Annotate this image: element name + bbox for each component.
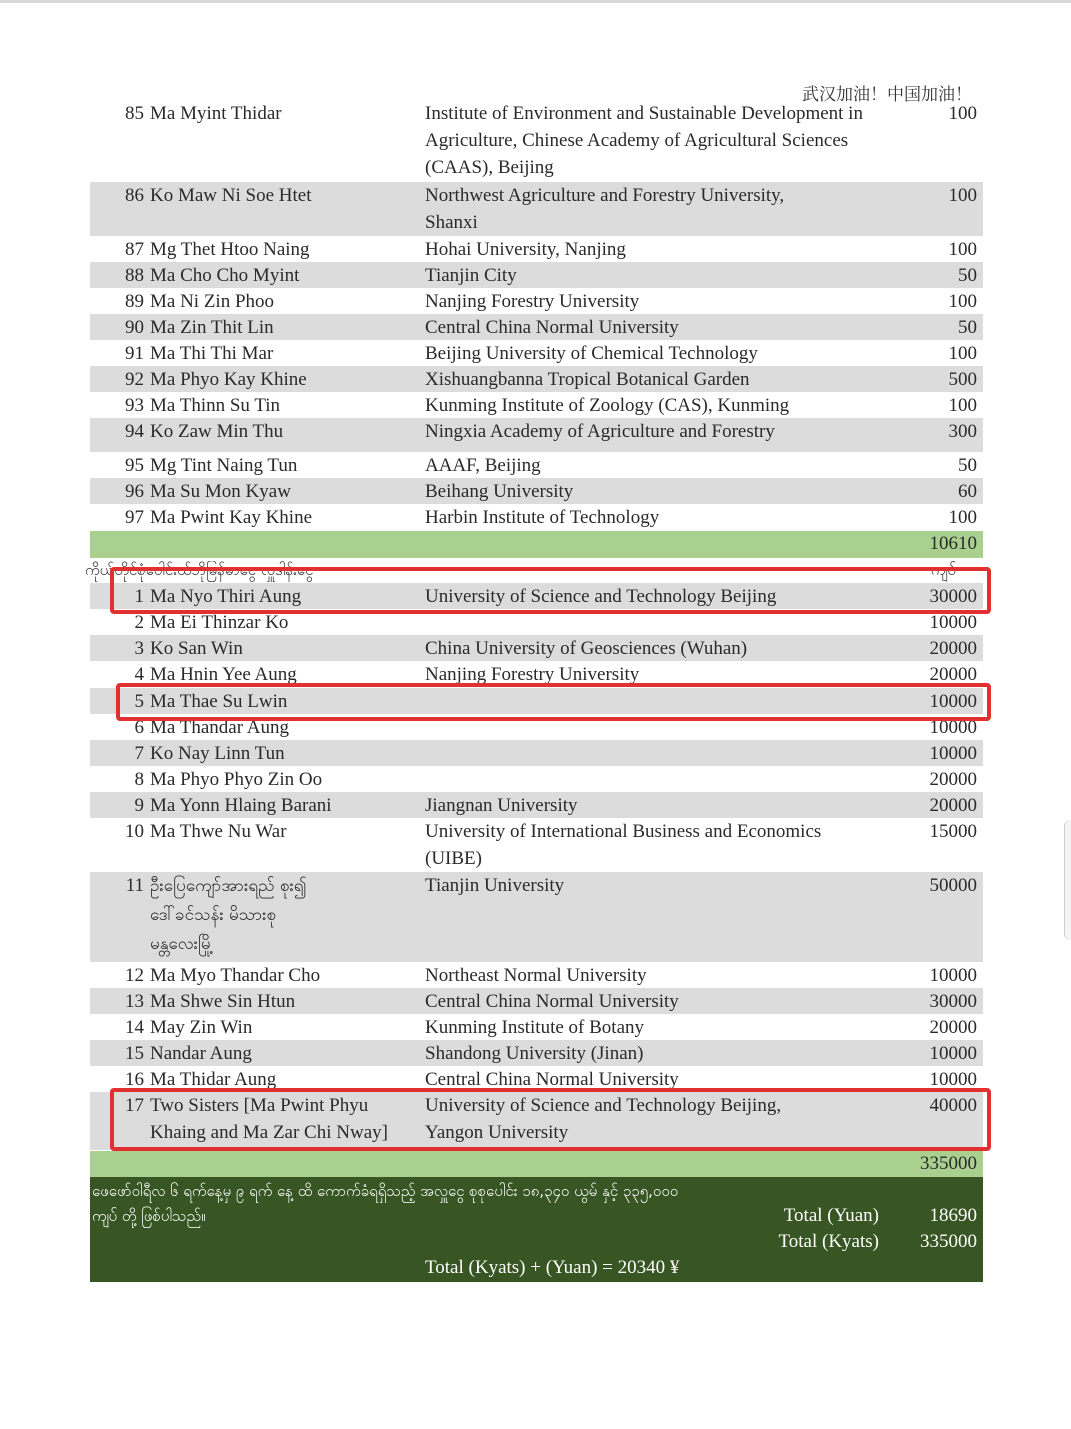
donor-name: Ma Thidar Aung [150, 1069, 277, 1090]
row-number: 9 [134, 795, 144, 816]
institution: Jiangnan University [425, 795, 578, 816]
row-number: 91 [125, 343, 144, 364]
table-row [90, 340, 983, 366]
institution: Xishuangbanna Tropical Botanical Garden [425, 369, 750, 390]
institution: University of Science and Technology Beijing, Yangon University [425, 1095, 782, 1143]
institution: Tianjin City [425, 265, 517, 286]
row-number: 92 [125, 369, 144, 390]
row-number: 16 [125, 1069, 144, 1090]
row-number: 2 [134, 612, 144, 633]
amount: 30000 [929, 991, 977, 1012]
table-row [90, 1040, 983, 1066]
table-row [90, 418, 983, 452]
donor-name: Nandar Aung [150, 1043, 252, 1064]
donor-name: Two Sisters [Ma Pwint Phyu Khaing and Ma Zar Chi Nway] [150, 1095, 388, 1143]
row-number: 94 [125, 421, 144, 442]
donor-name: Ma Nyo Thiri Aung [150, 586, 302, 607]
amount: 100 [948, 239, 977, 260]
institution: Kunming Institute of Zoology (CAS), Kunming [425, 395, 790, 416]
amount: 100 [948, 185, 977, 206]
summary-note: ဖေဖော်ဝါရီလ ၆ ရက်နေ့မှ ၉ ရက် နေ့ ထိ ကောက်ခံရရှိသည့် အလှူငွေ စုစုပေါင်း ၁၈,၃၄၀ ယွမ် နှင့် ၃၃၅,၀၀၀ ကျပ် တို့ ဖြစ်ပါသည်။ [92, 1182, 679, 1225]
row-number: 13 [125, 991, 144, 1012]
table-row [90, 818, 983, 872]
table-row [90, 872, 983, 962]
donor-name: Ma Pwint Kay Khine [150, 507, 313, 528]
institution: Nanjing Forestry University [425, 291, 640, 312]
donor-name: Ma Thae Su Lwin [150, 691, 288, 712]
institution: Northwest Agriculture and Forestry University, Shanxi [425, 185, 785, 233]
amount: 20000 [929, 1017, 977, 1038]
institution: Institute of Environment and Sustainable Development in Agriculture, Chinese Academy of Agricultural Sciences (CAAS), Beijing [425, 103, 863, 178]
donor-name: Ma Thandar Aung [150, 717, 289, 738]
amount: 50 [958, 265, 977, 286]
row-number: 90 [125, 317, 144, 338]
amount: 10000 [929, 612, 977, 633]
donor-name: May Zin Win [150, 1017, 253, 1038]
donor-name: Ma Myo Thandar Cho [150, 965, 321, 986]
table-row [90, 288, 983, 314]
amount: 10000 [929, 1043, 977, 1064]
institution: AAAF, Beijing [425, 455, 541, 476]
amount: 20000 [929, 664, 977, 685]
total-kyats-label: Total (Kyats) [778, 1231, 879, 1252]
institution: Central China Normal University [425, 317, 679, 338]
table-row [90, 314, 983, 340]
row-number: 1 [134, 586, 144, 607]
row-number: 87 [125, 239, 144, 260]
row-number: 93 [125, 395, 144, 416]
donor-name: Ko Maw Ni Soe Htet [150, 185, 312, 206]
donor-name: Ma Phyo Phyo Zin Oo [150, 769, 323, 790]
row-number: 88 [125, 265, 144, 286]
table-row [90, 988, 983, 1014]
row-number: 97 [125, 507, 144, 528]
institution: Beihang University [425, 481, 574, 502]
amount: 15000 [929, 821, 977, 842]
amount: 50 [958, 317, 977, 338]
row-number: 12 [125, 965, 144, 986]
institution: Central China Normal University [425, 991, 679, 1012]
amount: 10000 [929, 965, 977, 986]
amount: 100 [948, 395, 977, 416]
row-number: 85 [125, 103, 144, 124]
donor-name: Mg Thet Htoo Naing [150, 239, 310, 260]
donor-name: Ko Zaw Min Thu [150, 421, 284, 442]
currency-unit: ကျပ် [930, 561, 956, 579]
row-number: 10 [125, 821, 144, 842]
amount: 10000 [929, 743, 977, 764]
row-number: 4 [134, 664, 144, 685]
row-number: 95 [125, 455, 144, 476]
institution: Central China Normal University [425, 1069, 679, 1090]
row-number: 89 [125, 291, 144, 312]
subtotal-row [90, 1151, 983, 1177]
donor-name: Ma Shwe Sin Htun [150, 991, 296, 1012]
amount: 100 [948, 291, 977, 312]
donor-name: Mg Tint Naing Tun [150, 455, 298, 476]
row-number: 14 [125, 1017, 144, 1038]
row-number: 8 [134, 769, 144, 790]
amount: 100 [948, 507, 977, 528]
institution: Shandong University (Jinan) [425, 1043, 644, 1064]
row-number: 15 [125, 1043, 144, 1064]
donor-name: ဦးပြေကျော်အားရည် စုး၍ ဒေါ်ခင်သန်း မိသားစု မန္တလေးမြို့ [150, 876, 307, 954]
highlight-box [116, 683, 991, 721]
donor-name: Ma Yonn Hlaing Barani [150, 795, 332, 816]
institution: University of International Business and Economics (UIBE) [425, 821, 822, 869]
subtotal-amount: 335000 [920, 1153, 977, 1174]
scroll-edge-handle[interactable] [1064, 820, 1071, 940]
institution: Beijing University of Chemical Technology [425, 343, 758, 364]
totals-footer [90, 1177, 983, 1282]
table-row [90, 100, 983, 182]
donor-name: Ma Thinn Su Tin [150, 395, 281, 416]
subtotal-amount: 10610 [929, 533, 977, 554]
donor-name: Ko Nay Linn Tun [150, 743, 285, 764]
amount: 500 [948, 369, 977, 390]
donor-name: Ma Phyo Kay Khine [150, 369, 307, 390]
institution: Northeast Normal University [425, 965, 647, 986]
table-row [90, 504, 983, 530]
donor-name: Ma Myint Thidar [150, 103, 282, 124]
table-row [90, 962, 983, 988]
grand-total: Total (Kyats) + (Yuan) = 20340 ¥ [425, 1257, 680, 1278]
top-divider [0, 0, 1071, 3]
donor-name: Ma Ni Zin Phoo [150, 291, 275, 312]
table-row [90, 392, 983, 418]
donor-name: Ma Cho Cho Myint [150, 265, 300, 286]
total-kyats-value: 335000 [920, 1231, 977, 1252]
amount: 50000 [929, 875, 977, 896]
table-row [90, 182, 983, 236]
amount: 20000 [929, 795, 977, 816]
row-number: 11 [125, 875, 144, 896]
institution: Kunming Institute of Botany [425, 1017, 645, 1038]
amount: 30000 [929, 586, 977, 607]
table-row [90, 452, 983, 478]
amount: 100 [948, 103, 977, 124]
institution: Nanjing Forestry University [425, 664, 640, 685]
donor-name: Ma Thi Thi Mar [150, 343, 274, 364]
amount: 50 [958, 455, 977, 476]
row-number: 6 [134, 717, 144, 738]
institution: Hohai University, Nanjing [425, 239, 626, 260]
amount: 60 [958, 481, 977, 502]
table-row [90, 766, 983, 792]
donor-name: Ma Su Mon Kyaw [150, 481, 291, 502]
total-yuan-value: 18690 [929, 1205, 977, 1226]
donor-name: Ma Zin Thit Lin [150, 317, 274, 338]
table-row [90, 635, 983, 661]
donor-name: Ma Thwe Nu War [150, 821, 287, 842]
donor-name: Ko San Win [150, 638, 243, 659]
amount: 10000 [929, 1069, 977, 1090]
amount: 40000 [929, 1095, 977, 1116]
donor-name: Ma Ei Thinzar Ko [150, 612, 289, 633]
institution: Tianjin University [425, 875, 565, 896]
amount: 10000 [929, 691, 977, 712]
total-yuan-label: Total (Yuan) [783, 1205, 879, 1226]
donor-name: Ma Hnin Yee Aung [150, 664, 297, 685]
institution: University of Science and Technology Beijing [425, 586, 777, 607]
institution: Harbin Institute of Technology [425, 507, 660, 528]
highlight-box [110, 567, 991, 614]
slogan-text: 武汉加油！中国加油！ [802, 85, 972, 105]
table-row [90, 792, 983, 818]
institution: Ningxia Academy of Agriculture and Forestry [425, 421, 775, 442]
amount: 100 [948, 343, 977, 364]
amount: 10000 [929, 717, 977, 738]
table-row [90, 478, 983, 504]
highlight-box [110, 1088, 991, 1151]
table-row [90, 1014, 983, 1040]
row-number: 17 [125, 1095, 144, 1116]
table-row [90, 236, 983, 262]
section-heading-text: ကိုယ်တိုင်စုံပေါင်းယ်ဘိုမြန်မာငွေ လှူဒါန်းငွေ [85, 561, 314, 579]
amount: 20000 [929, 769, 977, 790]
amount: 300 [948, 421, 977, 442]
row-number: 3 [134, 638, 144, 659]
table-row [90, 262, 983, 288]
amount: 20000 [929, 638, 977, 659]
subtotal-row [90, 531, 983, 558]
table-row [90, 740, 983, 766]
row-number: 96 [125, 481, 144, 502]
row-number: 7 [134, 743, 144, 764]
row-number: 86 [125, 185, 144, 206]
row-number: 5 [134, 691, 144, 712]
institution: China University of Geosciences (Wuhan) [425, 638, 748, 659]
table-row [90, 366, 983, 392]
